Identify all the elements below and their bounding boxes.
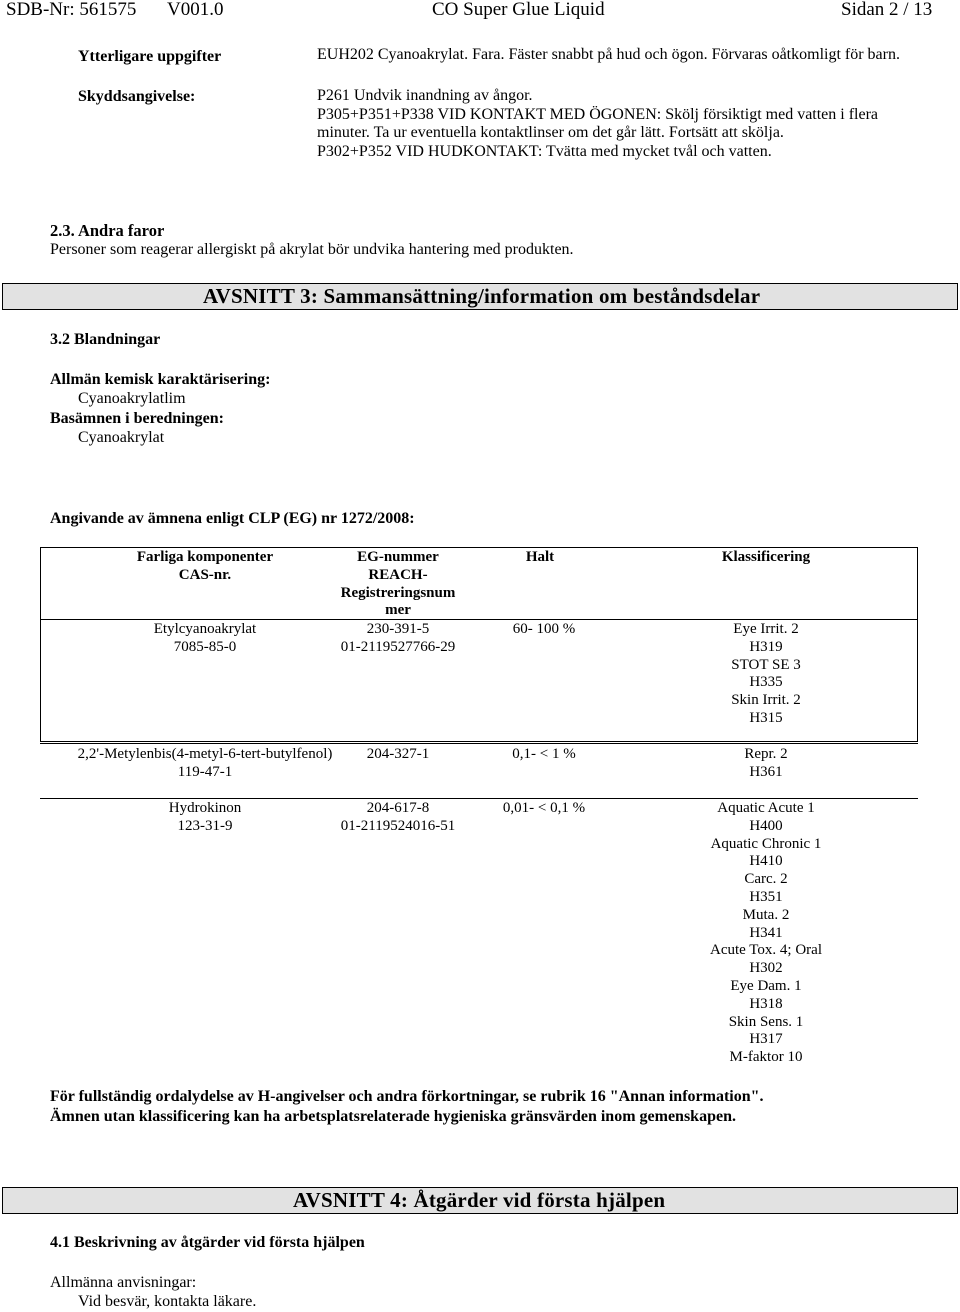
row-3-classification: Aquatic Acute 1 H400 Aquatic Chronic 1 H410 Carc. 2 H351 Muta. 2 H341 Acute Tox. 4; Oral H302 Eye Dam. 1 H318 Skin Sens. 1 H317 M-faktor 10	[710, 800, 822, 1066]
other-hazards-heading: 2.3. Andra faror	[50, 221, 165, 240]
precautionary-label: Skyddsangivelse:	[78, 88, 196, 105]
row-1-classification: Eye Irrit. 2 H319 STOT SE 3 H335 Skin Irrit. 2 H315	[731, 621, 801, 726]
row-2-component: 2,2'-Metylenbis(4-metyl-6-tert-butylfenol) 119-47-1	[77, 746, 333, 780]
row-1-component: Etylcyanoakrylat 7085-85-0	[153, 621, 257, 655]
row-3-content: 0,01- < 0,1 %	[502, 800, 586, 816]
additional-info-label: Ytterligare uppgifter	[78, 48, 222, 65]
general-advice-text: Vid besvär, kontakta läkare.	[78, 1293, 257, 1310]
row-3-component: Hydrokinon 123-31-9	[168, 800, 242, 834]
product-name: CO Super Glue Liquid	[432, 0, 605, 20]
first-aid-subheading: 4.1 Beskrivning av åtgärder vid första hjälpen	[50, 1234, 365, 1251]
header-content: Halt	[525, 549, 555, 565]
clp-heading: Angivande av ämnena enligt CLP (EG) nr 1272/2008:	[50, 510, 415, 527]
section-4-title: AVSNITT 4: Åtgärder vid första hjälpen	[293, 1188, 666, 1212]
row-2-classification: Repr. 2 H361	[744, 746, 788, 780]
row-1-content: 60- 100 %	[512, 621, 576, 637]
row-divider	[40, 798, 918, 799]
footnote-h-statements: För fullständig ordalydelse av H-angivelser och andra förkortningar, se rubrik 16 "Annan information".	[50, 1088, 764, 1105]
section-3-title: AVSNITT 3: Sammansättning/information om beståndsdelar	[203, 284, 761, 308]
general-advice-label: Allmänna anvisningar:	[50, 1274, 197, 1291]
precaution-line: P302+P352 VID HUDKONTAKT: Tvätta med mycket tvål och vatten.	[317, 142, 772, 160]
precautionary-statements	[317, 87, 878, 161]
row-2-content: 0,1- < 1 %	[512, 746, 576, 762]
precaution-line: minuter. Ta ur eventuella kontaktlinser om det går lätt. Fortsätt att skölja.	[317, 124, 784, 141]
base-substances-label: Basämnen i beredningen:	[50, 410, 224, 427]
other-hazards-text: Personer som reagerar allergiskt på akrylat bör undvika hantering med produkten.	[50, 241, 574, 258]
general-characterization-value: Cyanoakrylatlim	[78, 390, 186, 407]
base-substances-value: Cyanoakrylat	[78, 429, 165, 446]
footnote-unclassified: Ämnen utan klassificering kan ha arbetsplatsrelaterade hygieniska gränsvärden inom gemenskapen.	[50, 1108, 736, 1125]
header-ec-number: EG-nummer REACH- Registreringsnum mer	[340, 549, 456, 619]
header-component: Farliga komponenter CAS-nr.	[136, 549, 274, 583]
sds-number: SDB-Nr: 561575	[6, 0, 137, 20]
row-3-ec: 204-617-8 01-2119524016-51	[340, 800, 456, 834]
page-number: Sidan 2 / 13	[841, 0, 933, 20]
mixtures-heading: 3.2 Blandningar	[50, 331, 161, 348]
row-1-ec: 230-391-5 01-2119527766-29	[340, 621, 456, 655]
precaution-line: P261 Undvik inandning av ångor.	[317, 87, 533, 104]
header-classification: Klassificering	[721, 549, 811, 565]
euh-statement: EUH202 Cyanoakrylat. Fara. Fäster snabbt på hud och ögon. Förvaras oåtkomligt för barn.	[317, 46, 900, 63]
row-2-ec: 204-327-1	[366, 746, 430, 762]
general-characterization-label: Allmän kemisk karaktärisering:	[50, 371, 271, 388]
table-header-divider	[40, 619, 918, 620]
version: V001.0	[167, 0, 224, 20]
row-divider	[40, 743, 918, 744]
precaution-line: P305+P351+P338 VID KONTAKT MED ÖGONEN: Skölj försiktigt med vatten i flera	[317, 105, 879, 123]
